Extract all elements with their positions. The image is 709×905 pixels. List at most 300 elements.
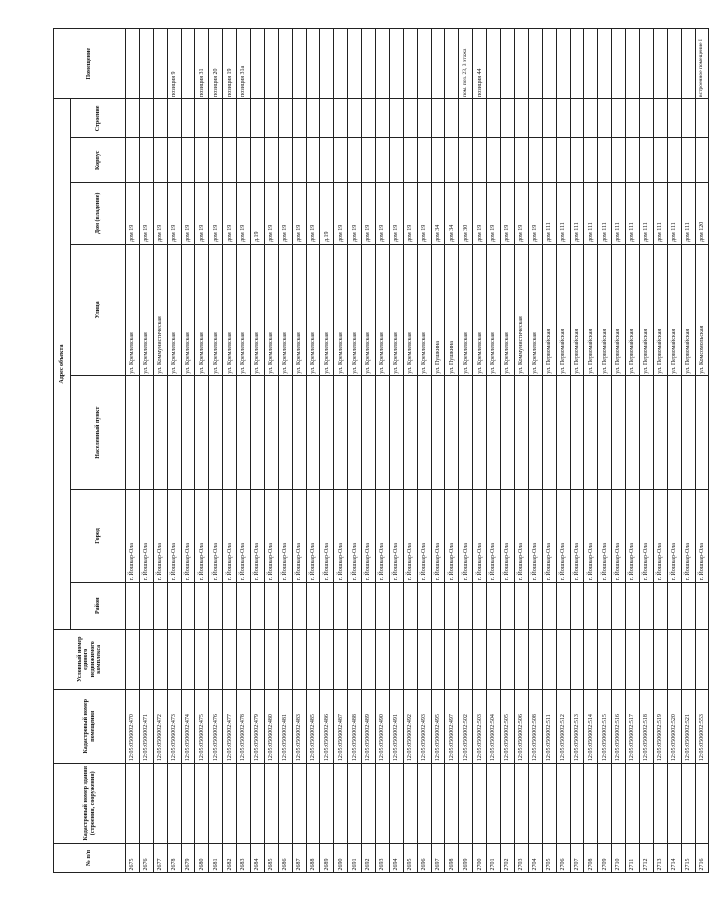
cell-room bbox=[487, 29, 501, 99]
cell-num: 2694 bbox=[389, 843, 403, 872]
cell-building bbox=[556, 99, 570, 138]
cell-building bbox=[528, 99, 542, 138]
cell-room bbox=[501, 29, 515, 99]
cell-settlement bbox=[251, 376, 265, 490]
cell-korpus bbox=[459, 138, 473, 183]
cell-street: ул. Кремлевская bbox=[237, 244, 251, 376]
cell-korpus bbox=[626, 138, 640, 183]
cell-district bbox=[251, 582, 265, 629]
cell-house: дом 19 bbox=[167, 183, 181, 244]
cell-district bbox=[181, 582, 195, 629]
cell-district bbox=[528, 582, 542, 629]
cell-building bbox=[514, 99, 528, 138]
cell-street: ул. Кремлевская bbox=[487, 244, 501, 376]
table-row bbox=[487, 29, 501, 873]
cell-room: позиция 31 bbox=[195, 29, 209, 99]
cell-room bbox=[431, 29, 445, 99]
cell-cadastral-room: 12:05:0506002:512 bbox=[556, 689, 570, 763]
cell-house: дом 19 bbox=[473, 183, 487, 244]
cell-building bbox=[417, 99, 431, 138]
cell-house: дом 19 bbox=[487, 183, 501, 244]
cell-building bbox=[487, 99, 501, 138]
cell-cadastral-building bbox=[320, 763, 334, 843]
cell-building bbox=[501, 99, 515, 138]
cell-num: 2716 bbox=[695, 843, 709, 872]
cell-building bbox=[223, 99, 237, 138]
cell-district bbox=[348, 582, 362, 629]
cell-conditional-number bbox=[514, 629, 528, 689]
cell-settlement bbox=[334, 376, 348, 490]
cell-city: г. Йошкар-Ола bbox=[667, 490, 681, 583]
cell-house: дом 19 bbox=[195, 183, 209, 244]
cell-num: 2678 bbox=[167, 843, 181, 872]
cell-cadastral-building bbox=[348, 763, 362, 843]
cell-street: ул. Первомайская bbox=[626, 244, 640, 376]
cell-district bbox=[306, 582, 320, 629]
cell-district bbox=[459, 582, 473, 629]
cell-cadastral-building bbox=[639, 763, 653, 843]
cell-num: 2710 bbox=[612, 843, 626, 872]
cell-district bbox=[126, 582, 140, 629]
cell-korpus bbox=[473, 138, 487, 183]
cell-district bbox=[501, 582, 515, 629]
cell-building bbox=[181, 99, 195, 138]
cell-street: ул. Кремлевская bbox=[167, 244, 181, 376]
cell-cadastral-building bbox=[695, 763, 709, 843]
cell-settlement bbox=[292, 376, 306, 490]
cell-street: ул. Кремлевская bbox=[292, 244, 306, 376]
cell-settlement bbox=[389, 376, 403, 490]
cell-conditional-number bbox=[612, 629, 626, 689]
cell-cadastral-building bbox=[501, 763, 515, 843]
cell-city: г. Йошкар-Ола bbox=[653, 490, 667, 583]
cell-room: позиция 9 bbox=[167, 29, 181, 99]
cell-room bbox=[612, 29, 626, 99]
cell-cadastral-room: 12:05:0506002:486 bbox=[320, 689, 334, 763]
cell-cadastral-room: 12:05:0506002:474 bbox=[181, 689, 195, 763]
cell-cadastral-building bbox=[237, 763, 251, 843]
cell-settlement bbox=[695, 376, 709, 490]
cell-conditional-number bbox=[278, 629, 292, 689]
cell-cadastral-building bbox=[431, 763, 445, 843]
cell-korpus bbox=[695, 138, 709, 183]
cell-cadastral-room: 12:05:0506002:519 bbox=[653, 689, 667, 763]
cell-num: 2683 bbox=[237, 843, 251, 872]
cell-district bbox=[584, 582, 598, 629]
cell-num: 2686 bbox=[278, 843, 292, 872]
cell-building bbox=[695, 99, 709, 138]
table-row bbox=[195, 29, 209, 873]
header-korpus: Корпус bbox=[71, 138, 126, 183]
cell-house: дом 19 bbox=[181, 183, 195, 244]
cell-settlement bbox=[376, 376, 390, 490]
cell-conditional-number bbox=[139, 629, 153, 689]
cell-conditional-number bbox=[264, 629, 278, 689]
header-cadastral-room: Кадастровый номер помещения bbox=[54, 689, 126, 763]
cell-city: г. Йошкар-Ола bbox=[487, 490, 501, 583]
cell-cadastral-room: 12:05:0506002:520 bbox=[667, 689, 681, 763]
cell-settlement bbox=[306, 376, 320, 490]
cell-num: 2708 bbox=[584, 843, 598, 872]
cell-settlement bbox=[126, 376, 140, 490]
cell-cadastral-room: 12:05:0506002:476 bbox=[209, 689, 223, 763]
table-row bbox=[417, 29, 431, 873]
cell-num: 2707 bbox=[570, 843, 584, 872]
cell-room bbox=[653, 29, 667, 99]
cell-settlement bbox=[681, 376, 695, 490]
table-row bbox=[403, 29, 417, 873]
cell-conditional-number bbox=[389, 629, 403, 689]
cell-building bbox=[431, 99, 445, 138]
cell-district bbox=[487, 582, 501, 629]
cell-num: 2700 bbox=[473, 843, 487, 872]
cell-cadastral-room: 12:05:0506002:480 bbox=[264, 689, 278, 763]
cell-num: 2705 bbox=[542, 843, 556, 872]
cell-room bbox=[626, 29, 640, 99]
cell-district bbox=[473, 582, 487, 629]
cell-city: г. Йошкар-Ола bbox=[320, 490, 334, 583]
cell-building bbox=[376, 99, 390, 138]
cell-district bbox=[695, 582, 709, 629]
cell-building bbox=[612, 99, 626, 138]
cell-room bbox=[264, 29, 278, 99]
cell-cadastral-building bbox=[223, 763, 237, 843]
cell-korpus bbox=[264, 138, 278, 183]
cell-conditional-number bbox=[237, 629, 251, 689]
cell-district bbox=[278, 582, 292, 629]
cell-num: 2688 bbox=[306, 843, 320, 872]
cell-conditional-number bbox=[292, 629, 306, 689]
cell-korpus bbox=[348, 138, 362, 183]
cell-street: ул. Первомайская bbox=[667, 244, 681, 376]
cell-conditional-number bbox=[556, 629, 570, 689]
header-settlement: Населенный пункт bbox=[71, 376, 126, 490]
cell-building bbox=[584, 99, 598, 138]
rotated-table-sheet bbox=[53, 28, 705, 873]
cell-settlement bbox=[459, 376, 473, 490]
cell-city: г. Йошкар-Ола bbox=[528, 490, 542, 583]
cell-num: 2680 bbox=[195, 843, 209, 872]
cell-cadastral-room: 12:05:0506002:553 bbox=[695, 689, 709, 763]
cell-house: дом 19 bbox=[376, 183, 390, 244]
cell-cadastral-building bbox=[570, 763, 584, 843]
table-row bbox=[556, 29, 570, 873]
cell-conditional-number bbox=[584, 629, 598, 689]
cell-house: д.19 bbox=[320, 183, 334, 244]
cell-house: дом 19 bbox=[403, 183, 417, 244]
cell-room: позиция 44 bbox=[473, 29, 487, 99]
cell-city: г. Йошкар-Ола bbox=[264, 490, 278, 583]
cell-city: г. Йошкар-Ола bbox=[556, 490, 570, 583]
cell-building bbox=[237, 99, 251, 138]
cell-conditional-number bbox=[695, 629, 709, 689]
cell-city: г. Йошкар-Ола bbox=[639, 490, 653, 583]
cell-korpus bbox=[556, 138, 570, 183]
cell-house: дом 19 bbox=[223, 183, 237, 244]
cell-korpus bbox=[417, 138, 431, 183]
cell-korpus bbox=[334, 138, 348, 183]
cell-cadastral-building bbox=[528, 763, 542, 843]
cell-street: ул. Первомайская bbox=[681, 244, 695, 376]
cell-conditional-number bbox=[306, 629, 320, 689]
table-row bbox=[223, 29, 237, 873]
cell-house: дом 111 bbox=[626, 183, 640, 244]
cell-conditional-number bbox=[653, 629, 667, 689]
header-city: Город bbox=[71, 490, 126, 583]
cell-city: г. Йошкар-Ола bbox=[626, 490, 640, 583]
cell-cadastral-room: 12:05:0506002:487 bbox=[334, 689, 348, 763]
cell-cadastral-room: 12:05:0506002:518 bbox=[639, 689, 653, 763]
cell-settlement bbox=[417, 376, 431, 490]
cell-building bbox=[653, 99, 667, 138]
cell-conditional-number bbox=[570, 629, 584, 689]
table-row bbox=[334, 29, 348, 873]
cell-cadastral-room: 12:05:0506002:515 bbox=[598, 689, 612, 763]
cell-settlement bbox=[639, 376, 653, 490]
cell-city: г. Йошкар-Ола bbox=[306, 490, 320, 583]
table-row bbox=[584, 29, 598, 873]
cell-cadastral-room: 12:05:0506002:503 bbox=[473, 689, 487, 763]
table-row bbox=[167, 29, 181, 873]
cell-house: дом 30 bbox=[459, 183, 473, 244]
cell-street: ул. Первомайская bbox=[570, 244, 584, 376]
table-row bbox=[126, 29, 140, 873]
cell-city: г. Йошкар-Ола bbox=[403, 490, 417, 583]
cell-building bbox=[320, 99, 334, 138]
table-row bbox=[139, 29, 153, 873]
cell-korpus bbox=[612, 138, 626, 183]
cell-building bbox=[153, 99, 167, 138]
cell-cadastral-building bbox=[417, 763, 431, 843]
cell-num: 2706 bbox=[556, 843, 570, 872]
cell-korpus bbox=[167, 138, 181, 183]
cell-room: пом. поз. 23, 3 этажа bbox=[459, 29, 473, 99]
cell-house: дом 111 bbox=[612, 183, 626, 244]
cell-city: г. Йошкар-Ола bbox=[251, 490, 265, 583]
cell-num: 2697 bbox=[431, 843, 445, 872]
cell-district bbox=[542, 582, 556, 629]
cell-district bbox=[320, 582, 334, 629]
cell-korpus bbox=[181, 138, 195, 183]
cell-num: 2702 bbox=[501, 843, 515, 872]
cell-building bbox=[445, 99, 459, 138]
cell-num: 2676 bbox=[139, 843, 153, 872]
cell-house: дом 19 bbox=[348, 183, 362, 244]
cell-korpus bbox=[681, 138, 695, 183]
cell-building bbox=[209, 99, 223, 138]
cell-conditional-number bbox=[403, 629, 417, 689]
cell-korpus bbox=[209, 138, 223, 183]
cell-conditional-number bbox=[153, 629, 167, 689]
cell-city: г. Йошкар-Ола bbox=[139, 490, 153, 583]
cell-conditional-number bbox=[528, 629, 542, 689]
cell-cadastral-room: 12:05:0506002:470 bbox=[126, 689, 140, 763]
table-body bbox=[126, 29, 709, 873]
cell-cadastral-room: 12:05:0506002:513 bbox=[570, 689, 584, 763]
cell-house: дом 34 bbox=[445, 183, 459, 244]
cell-cadastral-room: 12:05:0506002:506 bbox=[514, 689, 528, 763]
cell-num: 2687 bbox=[292, 843, 306, 872]
cell-korpus bbox=[501, 138, 515, 183]
cell-settlement bbox=[264, 376, 278, 490]
cell-house: дом 19 bbox=[362, 183, 376, 244]
cell-conditional-number bbox=[473, 629, 487, 689]
cell-cadastral-building bbox=[681, 763, 695, 843]
cell-room bbox=[278, 29, 292, 99]
cell-building bbox=[139, 99, 153, 138]
cell-street: ул. Кремлевская bbox=[348, 244, 362, 376]
cell-conditional-number bbox=[376, 629, 390, 689]
cell-house: дом 111 bbox=[681, 183, 695, 244]
cell-cadastral-room: 12:05:0506002:514 bbox=[584, 689, 598, 763]
cell-num: 2715 bbox=[681, 843, 695, 872]
table-row bbox=[251, 29, 265, 873]
cell-cadastral-room: 12:05:0506002:516 bbox=[612, 689, 626, 763]
cell-room bbox=[570, 29, 584, 99]
cell-cadastral-room: 12:05:0506002:505 bbox=[501, 689, 515, 763]
cell-korpus bbox=[403, 138, 417, 183]
cell-settlement bbox=[612, 376, 626, 490]
cell-cadastral-building bbox=[278, 763, 292, 843]
cell-city: г. Йошкар-Ола bbox=[473, 490, 487, 583]
cell-cadastral-building bbox=[209, 763, 223, 843]
cell-num: 2692 bbox=[362, 843, 376, 872]
cell-district bbox=[653, 582, 667, 629]
cell-room bbox=[153, 29, 167, 99]
cell-room bbox=[126, 29, 140, 99]
cell-korpus bbox=[376, 138, 390, 183]
cell-district bbox=[237, 582, 251, 629]
cell-cadastral-room: 12:05:0506002:491 bbox=[389, 689, 403, 763]
cell-settlement bbox=[626, 376, 640, 490]
cell-room bbox=[348, 29, 362, 99]
table-row bbox=[292, 29, 306, 873]
cell-room bbox=[417, 29, 431, 99]
cell-korpus bbox=[487, 138, 501, 183]
cell-room bbox=[181, 29, 195, 99]
cell-cadastral-building bbox=[653, 763, 667, 843]
table-row bbox=[237, 29, 251, 873]
cell-num: 2701 bbox=[487, 843, 501, 872]
cell-city: г. Йошкар-Ола bbox=[209, 490, 223, 583]
cell-room bbox=[667, 29, 681, 99]
cell-settlement bbox=[528, 376, 542, 490]
cell-street: ул. Кремлевская bbox=[181, 244, 195, 376]
cell-house: дом 19 bbox=[209, 183, 223, 244]
cell-district bbox=[445, 582, 459, 629]
cell-street: ул. Кремлевская bbox=[362, 244, 376, 376]
cell-conditional-number bbox=[681, 629, 695, 689]
header-district: Район bbox=[71, 582, 126, 629]
cell-cadastral-room: 12:05:0506002:478 bbox=[237, 689, 251, 763]
cell-cadastral-building bbox=[195, 763, 209, 843]
header-room: Помещение bbox=[54, 29, 126, 99]
cell-district bbox=[362, 582, 376, 629]
cell-cadastral-room: 12:05:0506002:479 bbox=[251, 689, 265, 763]
cell-settlement bbox=[584, 376, 598, 490]
cell-conditional-number bbox=[223, 629, 237, 689]
cell-settlement bbox=[278, 376, 292, 490]
cell-settlement bbox=[431, 376, 445, 490]
cell-house: дом 19 bbox=[334, 183, 348, 244]
cell-district bbox=[403, 582, 417, 629]
cell-house: дом 111 bbox=[653, 183, 667, 244]
cell-street: ул. Кремлевская bbox=[251, 244, 265, 376]
table-row bbox=[445, 29, 459, 873]
cell-cadastral-building bbox=[251, 763, 265, 843]
cell-district bbox=[556, 582, 570, 629]
table-row bbox=[209, 29, 223, 873]
cell-street: ул. Кремлевская bbox=[139, 244, 153, 376]
cell-room bbox=[251, 29, 265, 99]
cell-korpus bbox=[195, 138, 209, 183]
cell-building bbox=[473, 99, 487, 138]
table-row bbox=[639, 29, 653, 873]
cell-street: ул. Первомайская bbox=[542, 244, 556, 376]
cell-district bbox=[639, 582, 653, 629]
cell-korpus bbox=[542, 138, 556, 183]
cell-street: ул. Кремлевская bbox=[376, 244, 390, 376]
cell-conditional-number bbox=[431, 629, 445, 689]
cell-building bbox=[292, 99, 306, 138]
cell-district bbox=[681, 582, 695, 629]
cell-settlement bbox=[195, 376, 209, 490]
cell-conditional-number bbox=[542, 629, 556, 689]
cell-city: г. Йошкар-Ола bbox=[501, 490, 515, 583]
cell-district bbox=[139, 582, 153, 629]
cell-building bbox=[681, 99, 695, 138]
cell-cadastral-room: 12:05:0506002:511 bbox=[542, 689, 556, 763]
cell-room bbox=[362, 29, 376, 99]
cell-korpus bbox=[237, 138, 251, 183]
table-row bbox=[181, 29, 195, 873]
cell-street: ул. Кремлевская bbox=[403, 244, 417, 376]
cell-city: г. Йошкар-Ола bbox=[348, 490, 362, 583]
cell-house: дом 34 bbox=[431, 183, 445, 244]
cell-building bbox=[278, 99, 292, 138]
table-row bbox=[153, 29, 167, 873]
cell-conditional-number bbox=[362, 629, 376, 689]
cell-city: г. Йошкар-Ола bbox=[417, 490, 431, 583]
cell-room bbox=[306, 29, 320, 99]
table-row bbox=[264, 29, 278, 873]
cell-korpus bbox=[598, 138, 612, 183]
cell-num: 2695 bbox=[403, 843, 417, 872]
table-row bbox=[320, 29, 334, 873]
table-row bbox=[348, 29, 362, 873]
cell-korpus bbox=[251, 138, 265, 183]
cell-korpus bbox=[292, 138, 306, 183]
property-table bbox=[53, 28, 709, 873]
cell-room: позиция 20 bbox=[209, 29, 223, 99]
cell-room bbox=[376, 29, 390, 99]
cell-korpus bbox=[320, 138, 334, 183]
cell-cadastral-building bbox=[181, 763, 195, 843]
cell-building bbox=[542, 99, 556, 138]
cell-settlement bbox=[667, 376, 681, 490]
cell-korpus bbox=[306, 138, 320, 183]
cell-street: ул. Первомайская bbox=[584, 244, 598, 376]
cell-district bbox=[431, 582, 445, 629]
cell-korpus bbox=[528, 138, 542, 183]
cell-cadastral-room: 12:05:0506002:502 bbox=[459, 689, 473, 763]
table-row bbox=[542, 29, 556, 873]
cell-building bbox=[626, 99, 640, 138]
cell-settlement bbox=[487, 376, 501, 490]
cell-settlement bbox=[556, 376, 570, 490]
header-address-group: Адрес объекта bbox=[54, 99, 71, 629]
cell-city: г. Йошкар-Ола bbox=[389, 490, 403, 583]
